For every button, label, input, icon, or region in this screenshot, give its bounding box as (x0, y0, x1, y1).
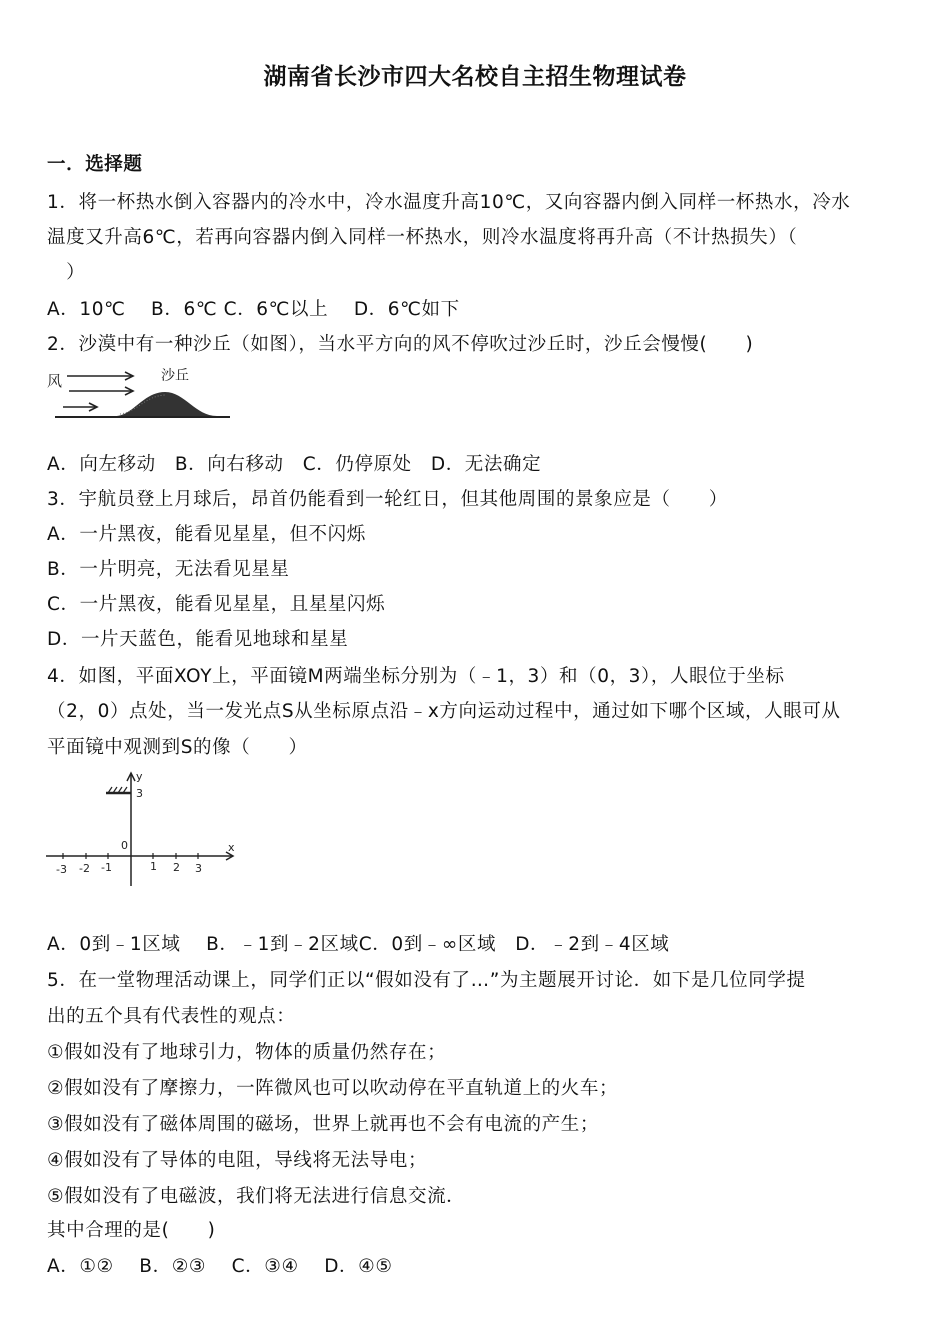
q1-line-1: 1．将一杯热水倒入容器内的冷水中，冷水温度升高10℃，又向容器内倒入同样一杯热水，冷水 (47, 192, 851, 213)
y-axis-label: y (136, 770, 143, 783)
y-tick-label: 3 (136, 787, 143, 800)
sand-dune-figure (45, 362, 235, 424)
q1-line-3: ） (47, 262, 86, 283)
wind-arrows (63, 372, 133, 411)
q5-statement-1: ①假如没有了地球引力，物体的质量仍然存在； (47, 1042, 447, 1063)
q2-options: A．向左移动 B．向右移动 C．仍停原处 D．无法确定 (47, 454, 542, 475)
q1-line-2: 温度又升高6℃，若再向容器内倒入同样一杯热水，则冷水温度将再升高（不计热损失）（ (47, 227, 798, 248)
q3-option-c: C．一片黑夜，能看见星星，且星星闪烁 (47, 594, 386, 615)
dune-label: 沙丘 (161, 368, 189, 384)
q4-options: A．0到﹣1区域 B．﹣1到﹣2区域C．0到﹣∞区域 D．﹣2到﹣4区域 (47, 934, 670, 955)
q5-statement-3: ③假如没有了磁体周围的磁场，世界上就再也不会有电流的产生； (47, 1114, 599, 1135)
x-tick-label: 1 (150, 860, 157, 873)
wind-label: 风 (47, 372, 63, 390)
q4-line-1: 4．如图，平面XOY上，平面镜M两端坐标分别为（﹣1，3）和（0，3），人眼位于坐标 (47, 666, 785, 687)
q5-prompt: 其中合理的是( ) (47, 1220, 216, 1241)
q1-options: A．10℃ B．6℃ C．6℃以上 D．6℃如下 (47, 299, 460, 320)
q3-option-b: B．一片明亮，无法看见星星 (47, 559, 290, 580)
q3-line-1: 3．宇航员登上月球后，昂首仍能看到一轮红日，但其他周围的景象应是（ ） (47, 489, 728, 510)
coordinate-figure (42, 768, 242, 890)
sand-dune-shape (115, 392, 217, 416)
x-tick-label: -1 (101, 861, 112, 874)
section-heading: 一．选择题 (47, 154, 143, 175)
x-axis-label: x (228, 841, 235, 854)
x-tick-label: -3 (56, 863, 67, 876)
q5-statement-2: ②假如没有了摩擦力，一阵微风也可以吹动停在平直轨道上的火车； (47, 1078, 619, 1099)
q3-option-d: D．一片天蓝色，能看见地球和星星 (47, 629, 349, 650)
x-tick-label: 3 (195, 862, 202, 875)
q4-line-2: （2，0）点处，当一发光点S从坐标原点沿﹣x方向运动过程中，通过如下哪个区域，人眼可从 (47, 701, 841, 722)
q5-line-2: 出的五个具有代表性的观点： (47, 1006, 296, 1027)
x-tick-label: 2 (173, 861, 180, 874)
q5-options: A．①② B．②③ C．③④ D．④⑤ (47, 1256, 393, 1277)
page-title: 湖南省长沙市四大名校自主招生物理试卷 (263, 64, 687, 90)
x-tick-label: -2 (79, 862, 90, 875)
origin-label: 0 (121, 839, 128, 852)
q5-statement-4: ④假如没有了导体的电阻，导线将无法导电； (47, 1150, 428, 1171)
q3-option-a: A．一片黑夜，能看见星星，但不闪烁 (47, 524, 366, 545)
q5-statement-5: ⑤假如没有了电磁波，我们将无法进行信息交流． (47, 1186, 466, 1207)
q2-line-1: 2．沙漠中有一种沙丘（如图），当水平方向的风不停吹过沙丘时，沙丘会慢慢( ) (47, 334, 754, 355)
q4-line-3: 平面镜中观测到S的像（ ） (47, 737, 308, 758)
q5-line-1: 5．在一堂物理活动课上，同学们正以“假如没有了…”为主题展开讨论．如下是几位同学提 (47, 970, 806, 991)
